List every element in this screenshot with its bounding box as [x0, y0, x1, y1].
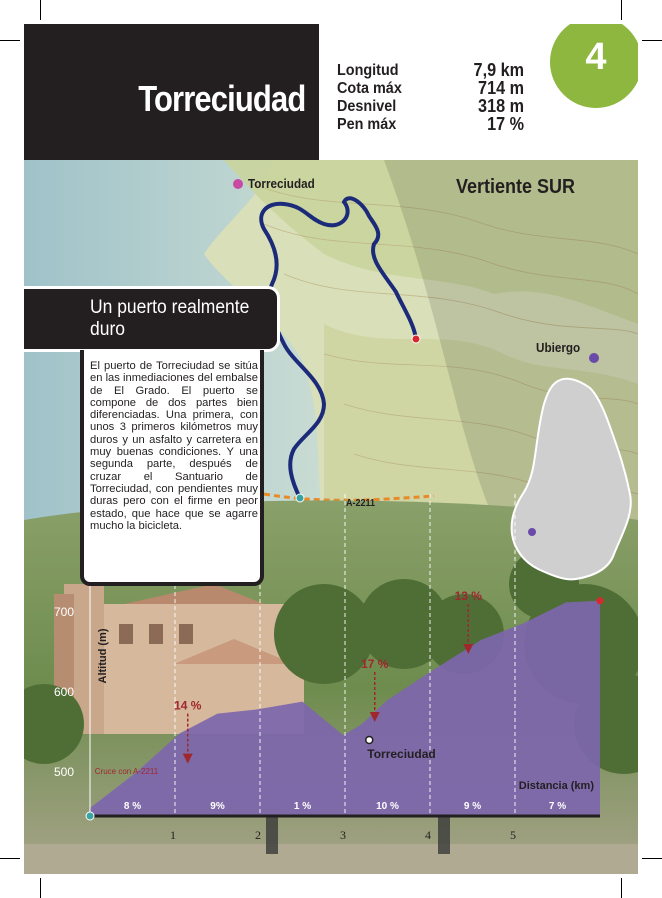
stat-label: Longitud — [337, 62, 399, 79]
x-tick-label: 1 — [170, 828, 176, 842]
segment-grade-label: 9 % — [463, 801, 482, 812]
max-grade-annotation: 17 % — [361, 657, 389, 671]
segment-grade-label: 9% — [210, 801, 225, 812]
crop-mark — [621, 878, 622, 898]
crop-mark — [642, 858, 662, 859]
description-text: El puerto de Torreciudad se sitúa en las inmediaciones del embalse de El Grado. El puerto se compone de dos partes bien diferenciadas. Una primera, con unos 3 primeros kilómetros muy duros y un asfalto y carretera en muy buenas condiciones. Y una segunda parte, después de cruzar el Santuario de Torreciudad, con pendientes muy duras pero con el firme en peor estado, que hace que se agarre mucho la bicicleta. — [90, 360, 258, 532]
segment-grade-label: 7 % — [548, 801, 567, 812]
stat-value: 17 % — [487, 114, 524, 134]
x-tick-label: 5 — [510, 828, 516, 842]
crop-mark — [40, 0, 41, 20]
segment-grade-label: 1 % — [293, 801, 312, 812]
map-label-road: A-2211 — [346, 498, 376, 509]
route-number: 4 — [585, 36, 607, 78]
max-grade-annotation: 14 % — [174, 698, 202, 713]
x-tick-label: 3 — [340, 828, 346, 842]
stat-label: Desnivel — [337, 98, 397, 115]
map-label-torreciudad: Torreciudad — [248, 176, 315, 191]
crop-mark — [40, 878, 41, 898]
segment-grade-label: 8 % — [123, 801, 142, 812]
crop-mark — [0, 858, 20, 859]
x-tick-label: 2 — [255, 828, 261, 842]
crop-mark — [642, 40, 662, 41]
max-grade-annotation: 13 % — [454, 589, 482, 603]
y-axis-label: Altitud (m) — [97, 628, 109, 684]
sanctuary-point-marker — [366, 737, 373, 744]
stat-value: 714 m — [478, 78, 524, 98]
page — [24, 24, 638, 874]
y-tick-label: 600 — [53, 685, 74, 699]
junction-label: Cruce con A-2211 — [94, 767, 159, 776]
subtitle-box — [24, 286, 280, 352]
stat-label: Cota máx — [337, 80, 402, 97]
subtitle: Un puerto realmente duro — [90, 297, 250, 340]
stat-value: 318 m — [478, 96, 524, 116]
crop-mark — [0, 40, 20, 41]
map-label-ubiergo: Ubiergo — [536, 340, 581, 355]
crop-mark — [621, 0, 622, 20]
stat-value: 7,9 km — [473, 60, 524, 80]
description-box — [80, 350, 264, 586]
profile-end-marker — [597, 597, 604, 604]
sanctuary-point-label: Torreciudad — [367, 747, 436, 761]
page-title: Torreciudad — [137, 78, 305, 119]
slope-heading: Vertiente SUR — [456, 176, 576, 198]
stat-label: Pen máx — [337, 116, 397, 133]
x-axis-label: Distancia (km) — [518, 780, 594, 792]
segment-grade-label: 10 % — [376, 801, 399, 812]
y-tick-label: 500 — [53, 765, 74, 779]
profile-start-marker — [86, 812, 94, 820]
y-tick-label: 700 — [53, 605, 74, 619]
x-tick-label: 4 — [425, 828, 431, 842]
